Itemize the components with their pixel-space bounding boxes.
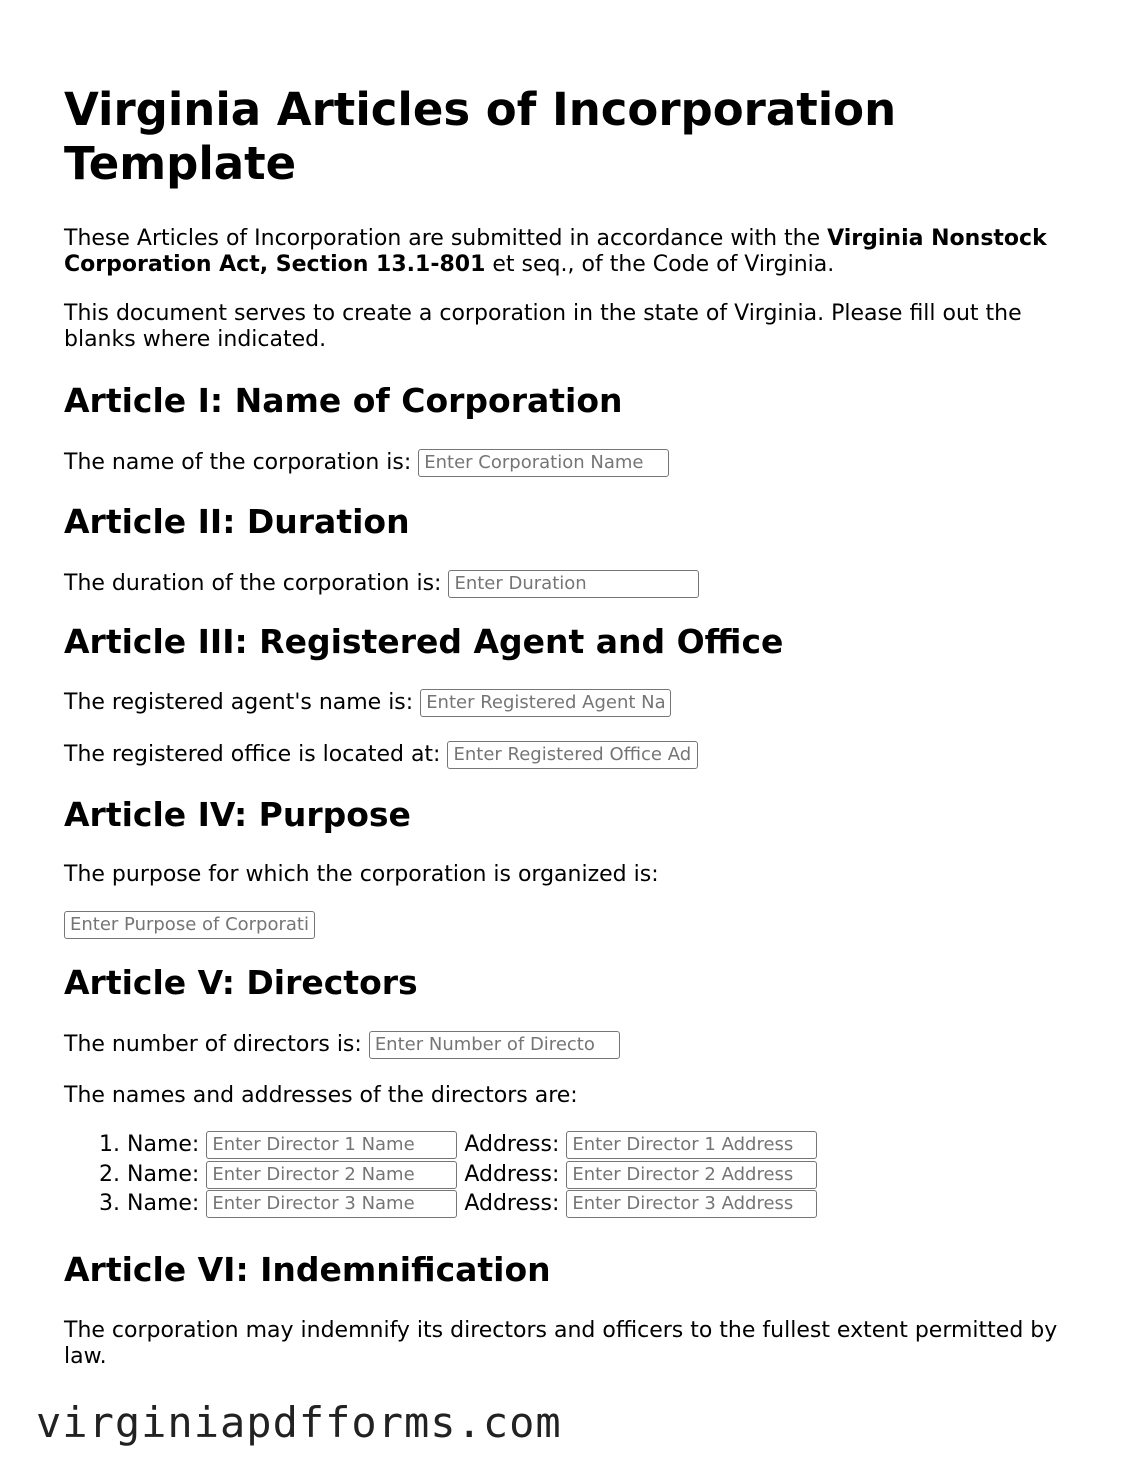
registered-office-label: The registered office is located at: [64, 742, 441, 767]
director-row [64, 1190, 1084, 1220]
director-1-name-input[interactable]: Enter Director 1 Name [206, 1131, 457, 1159]
director-row [64, 1161, 1084, 1191]
article-3-heading: Article III: Registered Agent and Office [64, 622, 784, 661]
director-1-address-input[interactable]: Enter Director 1 Address [566, 1131, 817, 1159]
director-2-address-input[interactable]: Enter Director 2 Address [566, 1161, 817, 1189]
number-of-directors-row [64, 1031, 1084, 1059]
page-title: Virginia Articles of Incorporation Template [64, 83, 897, 190]
number-of-directors-label: The number of directors is: [64, 1032, 362, 1057]
director-3-name-input[interactable]: Enter Director 3 Name [206, 1190, 457, 1218]
corporation-name-row [64, 449, 1084, 477]
director-number: 2. [99, 1161, 120, 1187]
registered-agent-row [64, 689, 1084, 717]
purpose-input[interactable]: Enter Purpose of Corporati [64, 911, 315, 939]
director-number: 1. [99, 1132, 120, 1157]
director-address-label: Address: [464, 1132, 560, 1157]
director-2-name-input[interactable]: Enter Director 2 Name [206, 1161, 457, 1189]
director-address-label: Address: [464, 1191, 560, 1216]
registered-agent-label: The registered agent's name is: [64, 690, 414, 715]
duration-row [64, 570, 1084, 598]
purpose-label: The purpose for which the corporation is organized is: [64, 862, 659, 887]
director-3-address-input[interactable]: Enter Director 3 Address [566, 1190, 817, 1218]
director-name-label: Name: [127, 1161, 200, 1187]
duration-label: The duration of the corporation is: [64, 571, 442, 596]
registered-office-input[interactable]: Enter Registered Office Ad [447, 741, 698, 769]
article-1-heading: Article I: Name of Corporation [64, 381, 623, 420]
article-5-heading: Article V: Directors [64, 963, 418, 1002]
director-address-label: Address: [464, 1161, 560, 1187]
directors-list-label: The names and addresses of the directors are: [64, 1083, 578, 1108]
director-row [64, 1131, 1084, 1161]
director-name-label: Name: [127, 1191, 200, 1216]
indemnification-text: The corporation may indemnify its directors and officers to the fullest extent permitted by law. [64, 1317, 1058, 1369]
intro-text-before: These Articles of Incorporation are submitted in accordance with the [64, 226, 828, 251]
directors-list [64, 1131, 1084, 1220]
corporation-name-input[interactable]: Enter Corporation Name [418, 449, 669, 477]
article-2-heading: Article II: Duration [64, 502, 410, 541]
director-number: 3. [99, 1191, 120, 1216]
intro-paragraph [64, 226, 1084, 278]
intro-act-reference: Virginia Nonstock Corporation Act, Section 13.1-801 [64, 226, 1047, 277]
director-name-label: Name: [127, 1132, 200, 1157]
number-of-directors-input[interactable]: Enter Number of Directo [369, 1031, 620, 1059]
instructions-paragraph: This document serves to create a corporation in the state of Virginia. Please fill out the blanks where indicated. [64, 301, 1022, 352]
registered-office-row [64, 741, 1084, 769]
duration-input[interactable]: Enter Duration [448, 570, 699, 598]
registered-agent-input[interactable]: Enter Registered Agent Na [420, 689, 671, 717]
site-watermark: virginiapdfforms.com [36, 1398, 562, 1447]
article-4-heading: Article IV: Purpose [64, 795, 411, 834]
document-page [64, 0, 1084, 1370]
corporation-name-label: The name of the corporation is: [64, 450, 412, 475]
purpose-row [64, 911, 1084, 939]
article-6-heading: Article VI: Indemnification [64, 1249, 551, 1289]
intro-text-after: et seq., of the Code of Virginia. [485, 252, 835, 277]
